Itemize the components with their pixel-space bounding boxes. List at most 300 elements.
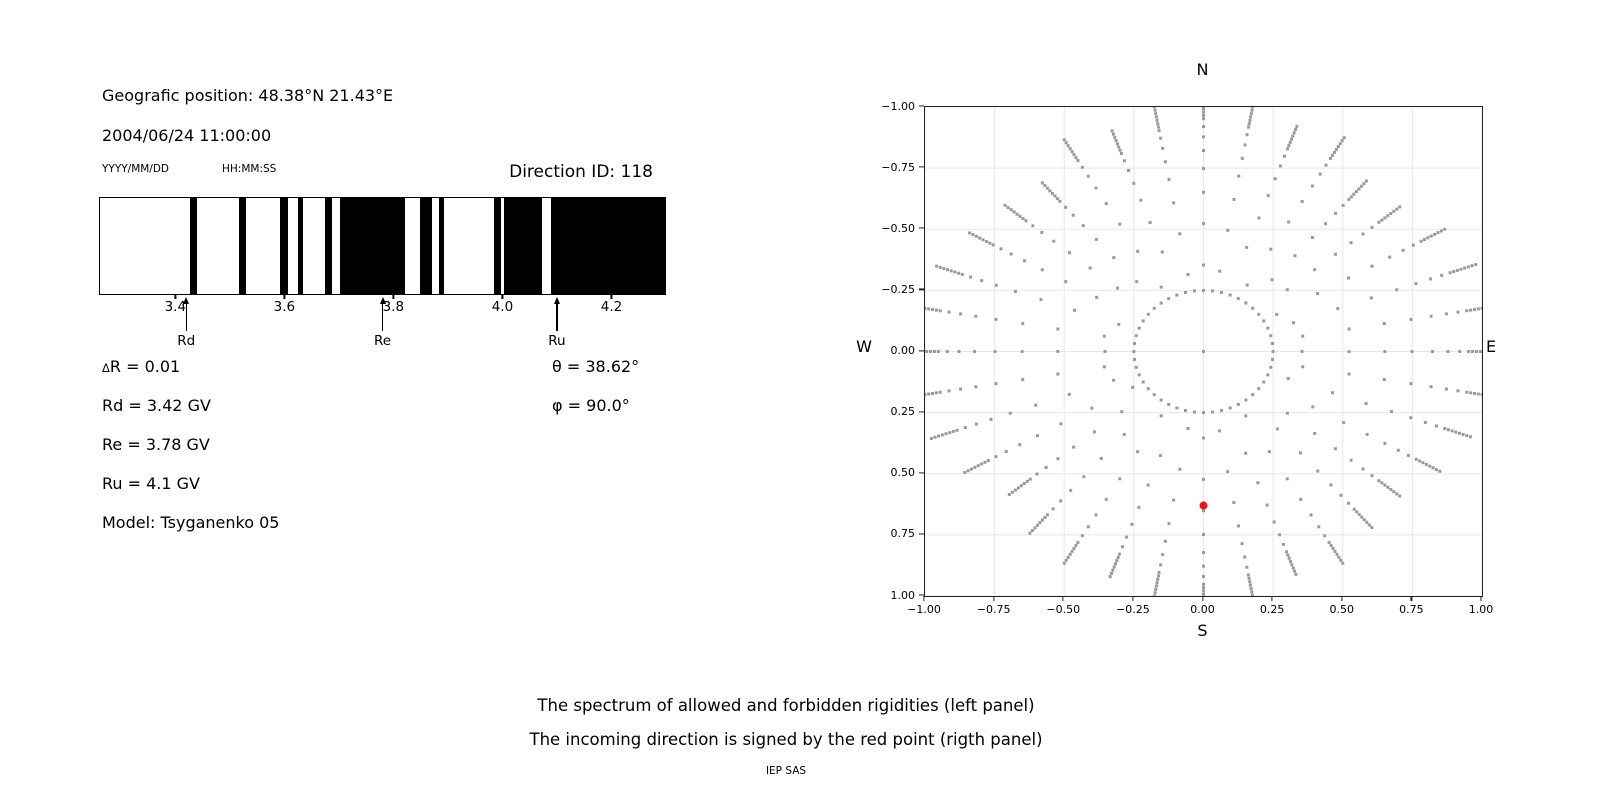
compass-east-label: E [1486, 337, 1497, 356]
direction-dot [1211, 289, 1214, 292]
direction-dot [971, 233, 974, 236]
direction-dot [1153, 307, 1156, 310]
axis-tick-label: 4.2 [600, 299, 623, 315]
direction-dot [927, 393, 930, 396]
rd-value-text: Rd = 3.42 GV [102, 396, 211, 415]
direction-dot [1138, 373, 1141, 376]
direction-dot [1469, 391, 1472, 394]
direction-dot [944, 432, 947, 435]
direction-dot [1398, 205, 1401, 208]
direction-dot [1071, 150, 1074, 153]
direction-dot [1286, 477, 1289, 480]
direction-dot [1335, 148, 1338, 151]
direction-dot [935, 309, 938, 312]
direction-dot [1105, 202, 1108, 205]
direction-dot [1449, 271, 1452, 274]
direction-dot [1341, 562, 1344, 565]
direction-dot [1202, 107, 1205, 110]
direction-dot [1250, 587, 1253, 590]
direction-dot [1311, 405, 1314, 408]
direction-dot [1290, 563, 1293, 566]
direction-dot [1348, 327, 1351, 330]
direction-dot [1218, 429, 1221, 432]
direction-dot [973, 466, 976, 469]
direction-dot [1119, 149, 1122, 152]
compass-south-label: S [1197, 621, 1208, 640]
direction-dot [975, 423, 978, 426]
direction-dot [1175, 294, 1178, 297]
direction-dot [1031, 224, 1034, 227]
direction-dot [1041, 268, 1044, 271]
direction-dot [1154, 109, 1157, 112]
direction-dot [1292, 566, 1295, 569]
delta-symbol: Δ [102, 361, 110, 375]
direction-dot [931, 308, 934, 311]
direction-dot [1116, 142, 1119, 145]
direction-dot [942, 267, 945, 270]
direction-dot [1380, 219, 1383, 222]
direction-dot [995, 455, 998, 458]
direction-dot [1093, 430, 1096, 433]
direction-dot [1299, 451, 1302, 454]
direction-dot [1109, 575, 1112, 578]
direction-dot [1072, 153, 1075, 156]
rigidity-spectrum-panel [99, 197, 666, 295]
direction-dot [1269, 334, 1272, 337]
direction-dot [1121, 545, 1124, 548]
direction-dot [1250, 590, 1253, 593]
direction-dot [1243, 556, 1246, 559]
direction-dot [1465, 309, 1468, 312]
direction-dot [959, 388, 962, 391]
direction-dot [1409, 382, 1412, 385]
direction-dot [1275, 313, 1278, 316]
direction-dot [1257, 216, 1260, 219]
direction-dot [1082, 475, 1085, 478]
direction-dot [1202, 149, 1205, 152]
direction-dot [1065, 559, 1068, 562]
direction-dot [1111, 129, 1114, 132]
direction-dot [955, 429, 958, 432]
direction-dot [1383, 216, 1386, 219]
direction-dot [1155, 115, 1158, 118]
direction-dot [1087, 525, 1090, 528]
direction-dot [1010, 208, 1013, 211]
direction-dot [1266, 327, 1269, 330]
direction-dot [1160, 302, 1163, 305]
direction-dot [1362, 468, 1365, 471]
direction-dot [1339, 494, 1342, 497]
direction-dot [1421, 461, 1424, 464]
direction-dot [948, 431, 951, 434]
direction-dot [1415, 282, 1418, 285]
direction-dot [947, 311, 950, 314]
direction-dot [939, 309, 942, 312]
cutoff-marker-label: Rd [177, 333, 196, 349]
direction-dot [1147, 484, 1150, 487]
direction-dot [1352, 193, 1355, 196]
direction-dot [1432, 466, 1435, 469]
direction-dot [1313, 268, 1316, 271]
direction-dot [1007, 206, 1010, 209]
direction-dot [1248, 577, 1251, 580]
direction-dot [1355, 510, 1358, 513]
direction-dot [1398, 495, 1401, 498]
direction-dot [1161, 553, 1164, 556]
direction-dot [1164, 540, 1167, 543]
direction-dot [1287, 221, 1290, 224]
axis-tick-label: 3.6 [273, 299, 296, 315]
direction-dot [946, 268, 949, 271]
direction-dot [1244, 414, 1247, 417]
direction-dot [1266, 373, 1269, 376]
direction-dot [977, 464, 980, 467]
direction-dot [1460, 268, 1463, 271]
direction-dot [1039, 298, 1042, 301]
direction-dot [1202, 575, 1205, 578]
direction-dot [1056, 457, 1059, 460]
direction-dot [1329, 157, 1332, 160]
direction-dot [1142, 381, 1145, 384]
direction-dot [1063, 138, 1066, 141]
ru-value-text: Ru = 4.1 GV [102, 474, 200, 493]
direction-dot [1116, 287, 1119, 290]
direction-dot [1433, 233, 1436, 236]
direction-dot [1026, 480, 1029, 483]
direction-dot [1072, 446, 1075, 449]
direction-dot [1202, 411, 1205, 414]
y-axis-tick-label: −0.50 [881, 221, 915, 235]
direction-dot [1036, 524, 1039, 527]
direction-dot [1127, 169, 1130, 172]
direction-dot [1271, 358, 1274, 361]
direction-dot [1475, 350, 1478, 353]
direction-dot [1063, 562, 1066, 565]
direction-dot [933, 436, 936, 439]
direction-dot [1068, 251, 1071, 254]
direction-dot [1353, 508, 1356, 511]
direction-dot [1076, 159, 1079, 162]
direction-dot [1046, 187, 1049, 190]
cutoff-marker-arrow [380, 297, 386, 331]
direction-dot [1458, 350, 1461, 353]
direction-dot [964, 426, 967, 429]
direction-dot [1310, 513, 1313, 516]
direction-dot [1184, 409, 1187, 412]
x-axis-tick [1411, 596, 1412, 601]
direction-dot [1481, 393, 1482, 396]
direction-dot [1269, 366, 1272, 369]
direction-dot [1005, 450, 1008, 453]
direction-dot [974, 385, 977, 388]
direction-dot [1250, 112, 1253, 115]
direction-dot [1426, 236, 1429, 239]
direction-dot [1056, 350, 1059, 353]
forbidden-band [325, 198, 332, 294]
direction-dot [1347, 198, 1350, 201]
direction-dot [1291, 134, 1294, 137]
model-text: Model: Tsyganenko 05 [102, 513, 280, 532]
direction-dot [978, 237, 981, 240]
direction-dot [952, 430, 955, 433]
direction-dot [1020, 484, 1023, 487]
direction-dot [1069, 553, 1072, 556]
direction-dot [1334, 212, 1337, 215]
direction-dot [987, 459, 990, 462]
direction-dot [1250, 109, 1253, 112]
direction-dot [1156, 119, 1159, 122]
direction-dot [1156, 581, 1159, 584]
direction-id-text: Direction ID: 118 [509, 162, 653, 182]
direction-dot [937, 350, 940, 353]
direction-dot [1244, 302, 1247, 305]
direction-dot [1457, 389, 1460, 392]
axis-tick-label: 4.0 [491, 299, 514, 315]
cutoff-marker-label: Ru [548, 333, 566, 349]
direction-dot [1028, 532, 1031, 535]
direction-dot [1402, 249, 1405, 252]
direction-dot [1202, 222, 1205, 225]
direction-dot [1410, 350, 1413, 353]
direction-dot [1178, 232, 1181, 235]
direction-dot [1370, 265, 1373, 268]
direction-dot [1429, 277, 1432, 280]
direction-dot [946, 350, 949, 353]
direction-dot [1337, 556, 1340, 559]
direction-dot [1117, 323, 1120, 326]
direction-dot [1154, 591, 1157, 594]
direction-dot [1014, 489, 1017, 492]
direction-dot [1114, 562, 1117, 565]
direction-dot [1123, 433, 1126, 436]
direction-dot [1164, 160, 1167, 163]
direction-dot [1362, 182, 1365, 185]
credit-text: IEP SAS [765, 765, 807, 777]
direction-dot [1383, 484, 1386, 487]
direction-dot [1293, 570, 1296, 573]
x-axis-tick-label: 0.75 [1399, 603, 1424, 616]
direction-dot [1248, 122, 1251, 125]
direction-dot [1279, 164, 1282, 167]
direction-dot [1167, 522, 1170, 525]
forbidden-band [280, 198, 288, 294]
direction-dot [967, 469, 970, 472]
direction-dot [1316, 470, 1319, 473]
direction-dot [1336, 307, 1339, 310]
direction-dot [1395, 492, 1398, 495]
direction-dot [1167, 403, 1170, 406]
direction-dot [995, 318, 998, 321]
direction-dot [975, 235, 978, 238]
direction-dot [1155, 585, 1158, 588]
direction-dot [931, 392, 934, 395]
direction-dot [1064, 280, 1067, 283]
x-axis-tick-label: 0.50 [1329, 603, 1354, 616]
direction-dot [1293, 131, 1296, 134]
direction-dot [1058, 200, 1061, 203]
direction-dot [1360, 516, 1363, 519]
direction-dot [939, 391, 942, 394]
direction-dot [1138, 327, 1141, 330]
x-axis-tick [1063, 596, 1064, 601]
direction-dot [1440, 274, 1443, 277]
time-format-label: HH:MM:SS [222, 163, 277, 175]
direction-dot [1202, 125, 1205, 128]
direction-dot [1052, 507, 1055, 510]
direction-dot [1454, 431, 1457, 434]
direction-dot [1043, 184, 1046, 187]
direction-dot [1115, 559, 1118, 562]
direction-dot [1262, 381, 1265, 384]
direction-dot [1420, 240, 1423, 243]
direction-dot [1237, 524, 1240, 527]
direction-dot [1339, 559, 1342, 562]
direction-dot [1388, 256, 1391, 259]
direction-dot [1347, 502, 1350, 505]
direction-dot [1383, 350, 1386, 353]
direction-dot [1016, 213, 1019, 216]
direction-dot [1095, 296, 1098, 299]
direction-dot [1390, 410, 1393, 413]
x-axis-tick-label: −1.00 [907, 603, 941, 616]
direction-dot [1317, 525, 1320, 528]
direction-dot [1409, 416, 1412, 419]
direction-dot [1251, 594, 1254, 596]
direction-plot [924, 106, 1483, 597]
direction-dot [1232, 501, 1235, 504]
direction-dot [1465, 434, 1468, 437]
direction-dot [1053, 195, 1056, 198]
direction-dot [1292, 321, 1295, 324]
direction-dot [1157, 126, 1160, 129]
direction-dot [1159, 563, 1162, 566]
direction-dot [1014, 290, 1017, 293]
direction-dot [988, 242, 991, 245]
direction-dot [1294, 128, 1297, 131]
forbidden-band [439, 198, 444, 294]
direction-dot [1156, 578, 1159, 581]
direction-dot [1463, 267, 1466, 270]
direction-dot [1286, 147, 1289, 150]
direction-dot [1301, 200, 1304, 203]
direction-dot [1136, 250, 1139, 253]
direction-dot [1348, 350, 1351, 353]
direction-dot [1135, 366, 1138, 369]
direction-dot [1040, 231, 1043, 234]
direction-dot [1004, 204, 1007, 207]
direction-dot [1425, 463, 1428, 466]
direction-dot [1276, 427, 1279, 430]
direction-dot [1335, 553, 1338, 556]
direction-dot [1029, 478, 1032, 481]
x-axis-tick-label: 0.25 [1259, 603, 1285, 616]
direction-dot [1103, 350, 1106, 353]
direction-dot [1343, 136, 1346, 139]
direction-dot [1202, 478, 1205, 481]
direction-dot [1072, 214, 1075, 217]
geo-position-text: Geografic position: 48.38°N 21.43°E [102, 86, 394, 105]
direction-dot [1371, 226, 1374, 229]
y-axis-tick-label: −0.75 [881, 160, 915, 174]
y-axis-tick-label: 0.00 [890, 344, 915, 357]
direction-dot [1202, 114, 1205, 117]
marker-arrow-head [554, 297, 560, 304]
direction-dot [1273, 520, 1276, 523]
direction-dot [1458, 432, 1461, 435]
direction-dot [1069, 489, 1072, 492]
direction-dot [1065, 141, 1068, 144]
direction-dot [1160, 414, 1163, 417]
direction-dot [1329, 483, 1332, 486]
direction-dot [1113, 566, 1116, 569]
direction-dot [1347, 276, 1350, 279]
cutoff-marker-label: Re [373, 333, 392, 349]
forbidden-band [494, 198, 502, 294]
y-axis-tick [919, 167, 924, 168]
direction-dot [1443, 427, 1446, 430]
direction-dot [1324, 222, 1327, 225]
direction-dot [1262, 319, 1265, 322]
direction-dot [1418, 460, 1421, 463]
delta-r-text: ΔR = 0.01 [102, 357, 181, 376]
direction-dot [1120, 152, 1123, 155]
direction-dot [1161, 147, 1164, 150]
direction-dot [1051, 192, 1054, 195]
y-axis-tick [919, 411, 924, 412]
direction-dot [1241, 542, 1244, 545]
direction-dot [1237, 297, 1240, 300]
direction-dot [1160, 286, 1163, 289]
direction-dot [1202, 509, 1205, 512]
direction-dot [1142, 319, 1145, 322]
direction-dot [1365, 521, 1368, 524]
direction-dot [925, 350, 928, 353]
direction-dot [1136, 450, 1139, 453]
marker-arrow-head [183, 297, 189, 304]
direction-dot [1428, 465, 1431, 468]
direction-dot [1076, 541, 1079, 544]
direction-dot [1431, 350, 1434, 353]
direction-dot [1211, 411, 1214, 414]
direction-dot [957, 272, 960, 275]
direction-dot [1139, 199, 1142, 202]
x-axis-tick-label: −0.75 [976, 603, 1011, 616]
direction-dot [1331, 154, 1334, 157]
forbidden-band [190, 198, 198, 294]
direction-dot [1072, 547, 1075, 550]
y-axis-tick [919, 228, 924, 229]
direction-dot [1013, 210, 1016, 213]
direction-dot [1251, 393, 1254, 396]
direction-dot [1220, 409, 1223, 412]
direction-dot [1041, 181, 1044, 184]
direction-dot [1363, 518, 1366, 521]
direction-dot [927, 307, 930, 310]
direction-dot [1440, 229, 1443, 232]
direction-dot [1064, 206, 1067, 209]
direction-dot [1024, 219, 1027, 222]
direction-dot [1380, 481, 1383, 484]
direction-dot [1111, 569, 1114, 572]
direction-dot [1395, 288, 1398, 291]
direction-dot [1358, 513, 1361, 516]
direction-dot [1383, 322, 1386, 325]
direction-dot [1147, 313, 1150, 316]
direction-dot [1226, 229, 1229, 232]
direction-dot [1156, 122, 1159, 125]
direction-dot [1271, 342, 1274, 345]
direction-dot [947, 389, 950, 392]
